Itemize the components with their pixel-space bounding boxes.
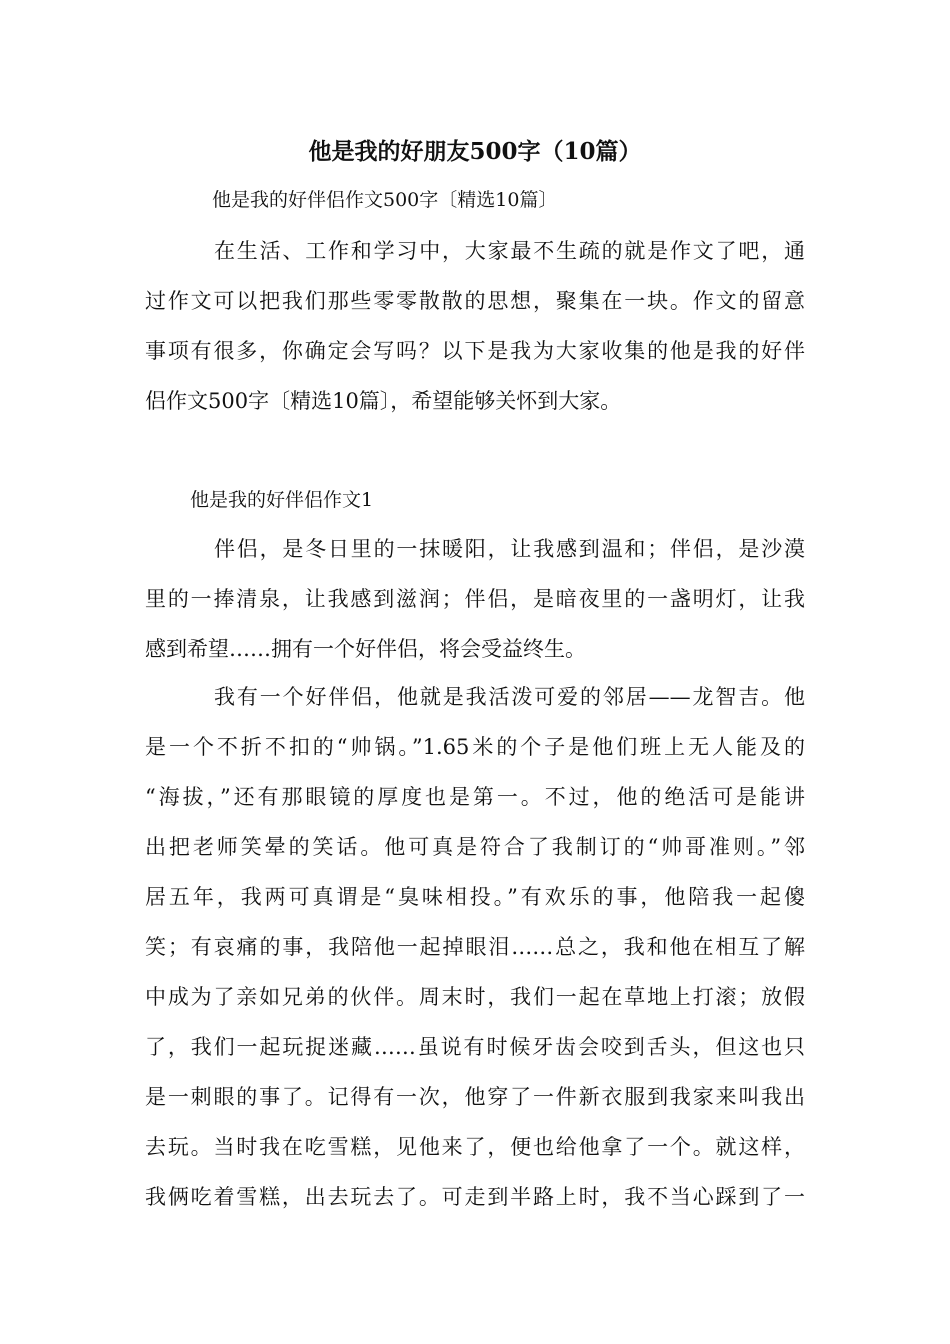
paragraph-line: 我俩吃着雪糕，出去玩去了。可走到半路上时，我不当心踩到了一 [145,1185,805,1209]
paragraph-line: 感到希望……拥有一个好伴侣，将会受益终生。 [145,637,586,661]
document-title: 他是我的好朋友500字（10篇） [308,138,642,165]
paragraph-line: 我有一个好伴侣，他就是我活泼可爱的邻居——龙智吉。他 [214,685,805,709]
paragraph-line: 是一个不折不扣的“帅锅。”1.65米的个子是他们班上无人能及的 [145,735,805,759]
paragraph-1 [145,524,805,674]
intro-line: 侣作文500字〔精选10篇〕，希望能够关怀到大家。 [145,389,622,413]
paragraph-line: “海拔，”还有那眼镜的厚度也是第一。不过，他的绝活可是能讲 [145,785,805,809]
intro-line: 事项有很多，你确定会写吗？以下是我为大家收集的他是我的好伴 [145,339,805,363]
intro-paragraph [145,226,805,426]
paragraph-line: 了，我们一起玩捉迷藏……虽说有时候牙齿会咬到舌头，但这也只 [145,1035,805,1059]
section-heading: 他是我的好伴侣作文1 [190,489,374,511]
paragraph-line: 里的一捧清泉，让我感到滋润；伴侣，是暗夜里的一盏明灯，让我 [145,587,805,611]
paragraph-line: 出把老师笑晕的笑话。他可真是符合了我制订的“帅哥准则。”邻 [145,835,805,859]
paragraph-line: 去玩。当时我在吃雪糕，见他来了，便也给他拿了一个。就这样， [145,1135,805,1159]
intro-line: 在生活、工作和学习中，大家最不生疏的就是作文了吧，通 [214,239,805,263]
paragraph-line: 伴侣，是冬日里的一抹暖阳，让我感到温和；伴侣，是沙漠 [214,537,805,561]
intro-line: 过作文可以把我们那些零零散散的思想，聚集在一块。作文的留意 [145,289,805,313]
paragraph-2 [145,672,805,1222]
paragraph-line: 居五年，我两可真谓是“臭味相投。”有欢乐的事，他陪我一起傻 [145,885,805,909]
paragraph-line: 是一刺眼的事了。记得有一次，他穿了一件新衣服到我家来叫我出 [145,1085,805,1109]
paragraph-line: 笑；有哀痛的事，我陪他一起掉眼泪……总之，我和他在相互了解 [145,935,805,959]
document-subtitle: 他是我的好伴侣作文500字〔精选10篇〕 [212,189,558,211]
paragraph-line: 中成为了亲如兄弟的伙伴。周末时，我们一起在草地上打滚；放假 [145,985,805,1009]
